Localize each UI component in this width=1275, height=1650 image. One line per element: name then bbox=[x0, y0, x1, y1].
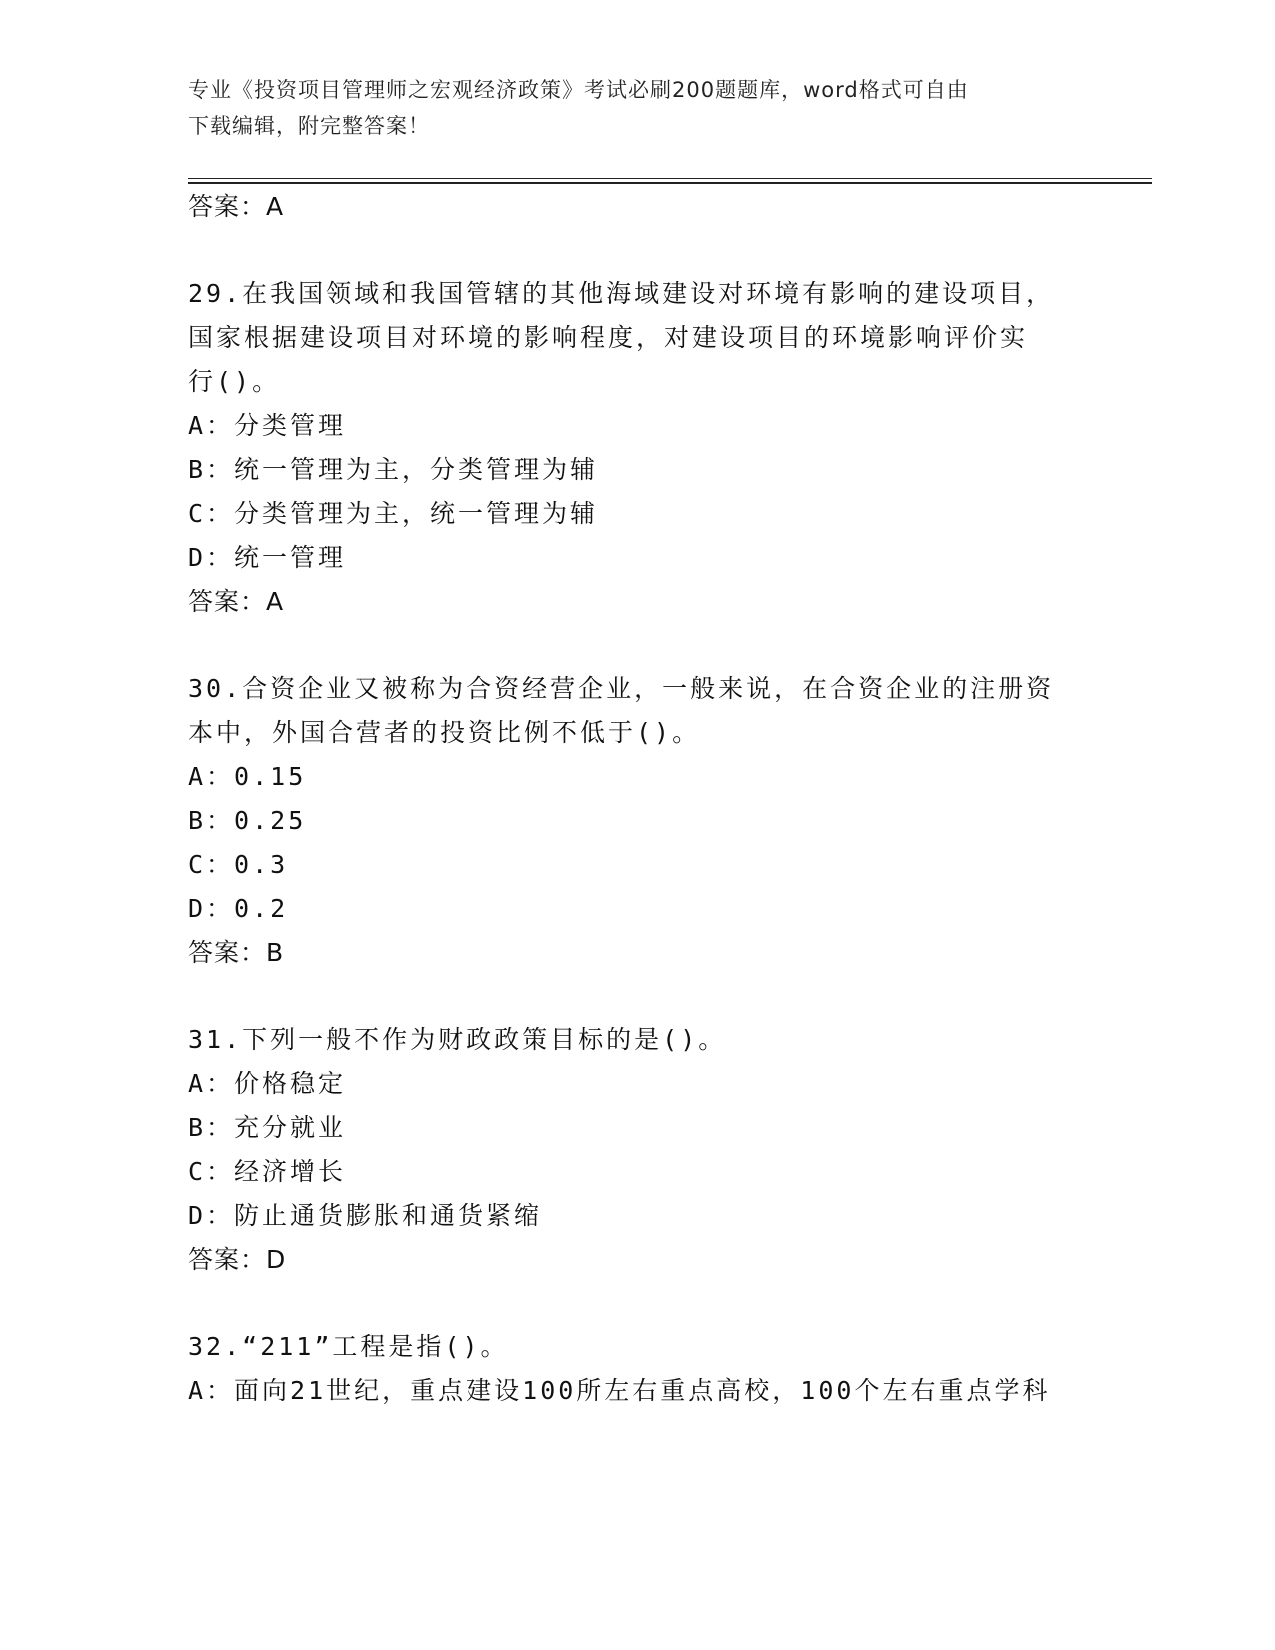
answer-28: 答案：A bbox=[188, 192, 285, 221]
question-32-text-line-1: 32.“211”工程是指()。 bbox=[188, 1332, 509, 1361]
question-30-option-d: D：0.2 bbox=[188, 894, 289, 923]
question-30-option-b: B：0.25 bbox=[188, 806, 307, 835]
question-30-text-line-1: 30.合资企业又被称为合资经营企业，一般来说，在合资企业的注册资 bbox=[188, 674, 1055, 703]
answer-31: 答案：D bbox=[188, 1245, 287, 1274]
answer-30: 答案：B bbox=[188, 938, 285, 967]
question-29-option-a: A：分类管理 bbox=[188, 411, 347, 440]
question-29-text-line-1: 29.在我国领域和我国管辖的其他海域建设对环境有影响的建设项目， bbox=[188, 279, 1055, 308]
question-29-option-d: D：统一管理 bbox=[188, 543, 347, 572]
question-31-option-c: C：经济增长 bbox=[188, 1157, 347, 1186]
header-divider-thin bbox=[188, 178, 1152, 179]
question-31-option-d: D：防止通货膨胀和通货紧缩 bbox=[188, 1201, 543, 1230]
question-32-option-a: A：面向21世纪，重点建设100所左右重点高校，100个左右重点学科 bbox=[188, 1376, 1051, 1405]
header-line-2: 下载编辑，附完整答案！ bbox=[188, 114, 430, 138]
question-29-text-line-2: 国家根据建设项目对环境的影响程度，对建设项目的环境影响评价实 bbox=[188, 323, 1029, 352]
question-29-text-line-3: 行()。 bbox=[188, 367, 281, 396]
header-line-1: 专业《投资项目管理师之宏观经济政策》考试必刷200题题库，word格式可自由 bbox=[188, 78, 969, 102]
question-29-option-b: B：统一管理为主，分类管理为辅 bbox=[188, 455, 599, 484]
question-31-option-a: A：价格稳定 bbox=[188, 1069, 347, 1098]
question-30-option-a: A：0.15 bbox=[188, 762, 307, 791]
answer-29: 答案：A bbox=[188, 587, 285, 616]
header-divider-thick bbox=[188, 182, 1152, 184]
document-header bbox=[188, 72, 1088, 144]
question-30-text-line-2: 本中，外国合营者的投资比例不低于()。 bbox=[188, 718, 701, 747]
question-30-option-c: C：0.3 bbox=[188, 850, 289, 879]
question-31-option-b: B：充分就业 bbox=[188, 1113, 347, 1142]
question-31-text-line-1: 31.下列一般不作为财政政策目标的是()。 bbox=[188, 1025, 727, 1054]
question-29-option-c: C：分类管理为主，统一管理为辅 bbox=[188, 499, 599, 528]
